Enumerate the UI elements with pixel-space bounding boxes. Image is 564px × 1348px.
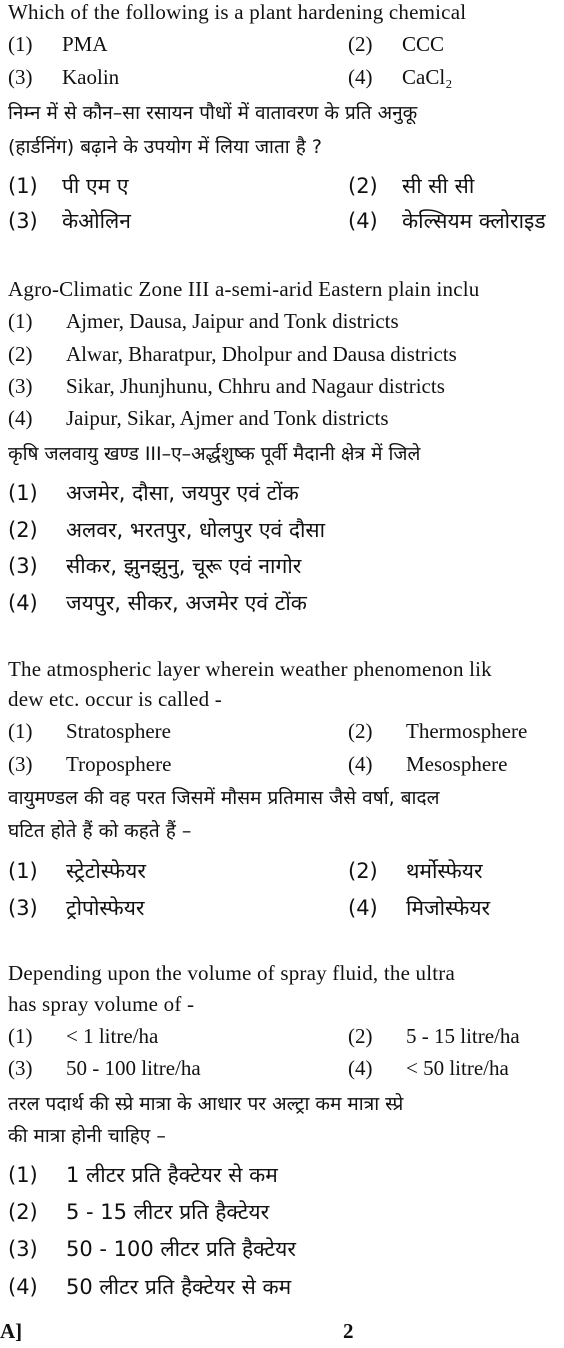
footer-left-mark: A] xyxy=(0,1319,23,1343)
question-4-hindi-line-2: की मात्रा होनी चाहिए – xyxy=(8,1125,166,1147)
q4-hi-option-2: (2) 5 - 15 लीटर प्रति हैक्टेयर xyxy=(8,1200,270,1224)
q3-en-option-1: (1) Stratosphere xyxy=(8,719,171,743)
question-1-hindi-line-2: (हार्डनिंग) बढ़ाने के उपयोग में लिया जाता है ? xyxy=(8,136,322,158)
q1-hi-option-2: (2) सी सी सी xyxy=(348,174,475,198)
q4-hi-option-4: (4) 50 लीटर प्रति हैक्टेयर से कम xyxy=(8,1275,292,1299)
question-2-hindi: कृषि जलवायु खण्ड III–ए–अर्द्धशुष्क पूर्वी मैदानी क्षेत्र में जिले xyxy=(8,443,421,465)
q3-hi-option-4: (4) मिजोस्फेयर xyxy=(348,896,491,920)
question-4-hindi-line-1: तरल पदार्थ की स्प्रे मात्रा के आधार पर अल्ट्रा कम मात्रा स्प्रे xyxy=(8,1093,404,1115)
page-number: 2 xyxy=(343,1319,354,1343)
q2-hi-option-1: (1) अजमेर, दौसा, जयपुर एवं टोंक xyxy=(8,481,299,505)
question-3-hindi-line-1: वायुमण्डल की वह परत जिसमें मौसम प्रतिमास जैसे वर्षा, बादल xyxy=(8,787,440,809)
q2-hi-option-2: (2) अलवर, भरतपुर, धोलपुर एवं दौसा xyxy=(8,518,326,542)
q4-en-option-4: (4) < 50 litre/ha xyxy=(348,1056,509,1080)
question-4-english-line-2: has spray volume of - xyxy=(8,992,195,1016)
q2-hi-option-4: (4) जयपुर, सीकर, अजमेर एवं टोंक xyxy=(8,591,307,615)
question-3-english-line-2: dew etc. occur is called - xyxy=(8,687,222,711)
q4-hi-option-1: (1) 1 लीटर प्रति हैक्टेयर से कम xyxy=(8,1163,278,1187)
q4-en-option-3: (3) 50 - 100 litre/ha xyxy=(8,1056,201,1080)
question-2-english: Agro-Climatic Zone III a-semi-arid Eastern plain inclu xyxy=(8,277,480,301)
q2-en-option-3: (3) Sikar, Jhunjhunu, Chhru and Nagaur districts xyxy=(8,374,445,398)
q1-hi-option-4: (4) केल्सियम क्लोराइड xyxy=(348,209,546,233)
q2-en-option-1: (1) Ajmer, Dausa, Jaipur and Tonk districts xyxy=(8,309,399,333)
q1-en-option-3: (3) Kaolin xyxy=(8,65,120,89)
question-3-english-line-1: The atmospheric layer wherein weather phenomenon lik xyxy=(8,657,492,681)
q2-hi-option-3: (3) सीकर, झुनझुनु, चूरू एवं नागोर xyxy=(8,554,302,578)
q3-en-option-2: (2) Thermosphere xyxy=(348,719,528,743)
q1-en-option-4: (4) CaCl₂ xyxy=(348,65,453,89)
question-1-english: Which of the following is a plant hardening chemical xyxy=(8,0,467,24)
q1-hi-option-3: (3) केओलिन xyxy=(8,209,131,233)
q3-en-option-4: (4) Mesosphere xyxy=(348,752,508,776)
question-1-hindi-line-1: निम्न में से कौन–सा रसायन पौधों में वातावरण के प्रति अनुकू xyxy=(8,102,418,124)
q3-hi-option-2: (2) थर्मोस्फेयर xyxy=(348,859,483,883)
question-3-hindi-line-2: घटित होते हैं को कहते हैं – xyxy=(8,820,192,842)
q3-en-option-3: (3) Troposphere xyxy=(8,752,172,776)
q1-en-option-1: (1) PMA xyxy=(8,32,108,56)
q1-en-option-2: (2) CCC xyxy=(348,32,445,56)
question-4-english-line-1: Depending upon the volume of spray fluid, the ultra xyxy=(8,961,456,985)
q3-hi-option-3: (3) ट्रोपोस्फेयर xyxy=(8,896,145,920)
q4-en-option-1: (1) < 1 litre/ha xyxy=(8,1024,159,1048)
q4-hi-option-3: (3) 50 - 100 लीटर प्रति हैक्टेयर xyxy=(8,1237,296,1261)
q3-hi-option-1: (1) स्ट्रेटोस्फेयर xyxy=(8,859,146,883)
q1-hi-option-1: (1) पी एम ए xyxy=(8,174,129,198)
q4-en-option-2: (2) 5 - 15 litre/ha xyxy=(348,1024,520,1048)
q2-en-option-4: (4) Jaipur, Sikar, Ajmer and Tonk districts xyxy=(8,406,389,430)
q2-en-option-2: (2) Alwar, Bharatpur, Dholpur and Dausa districts xyxy=(8,342,457,366)
